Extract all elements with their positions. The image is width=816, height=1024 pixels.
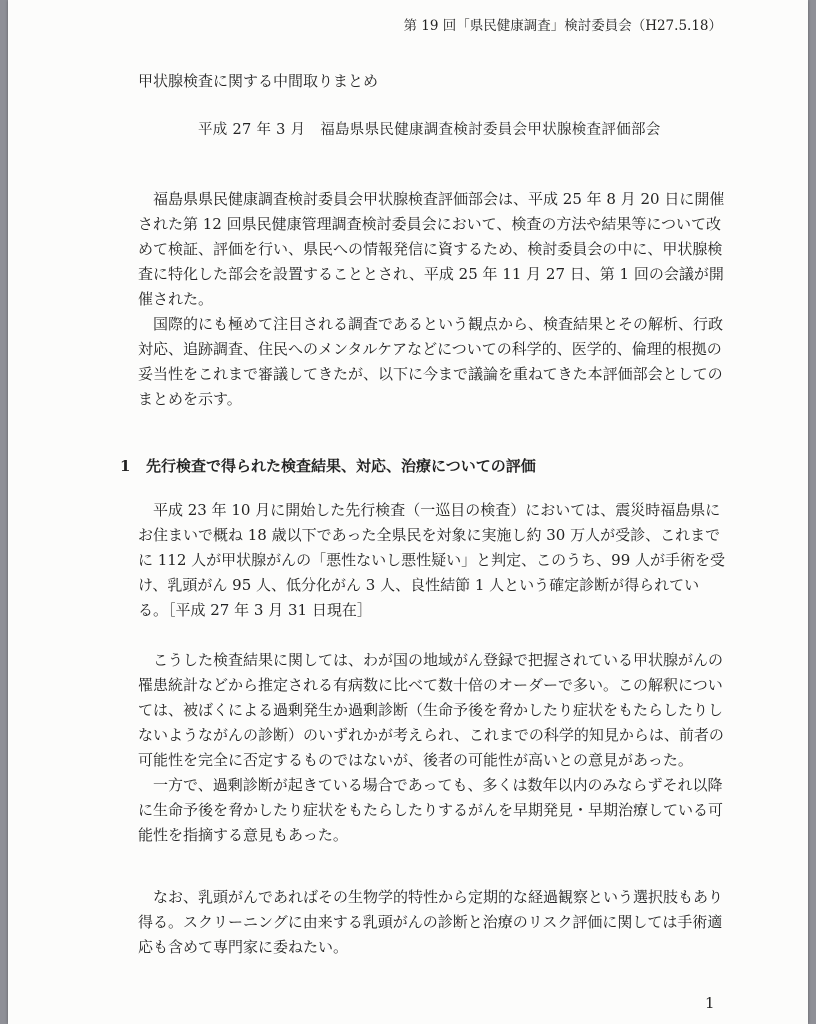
section-1-heading [120,455,536,476]
document-byline: 平成 27 年 3 月 福島県県民健康調査検討委員会甲状腺検査評価部会 [198,122,661,138]
meeting-reference: 第 19 回「県民健康調査」検討委員会（H27.5.18） [403,18,722,34]
section-1-note [138,885,726,960]
document-page [8,0,808,1024]
intro-paragraph-1: 福島県県民健康調査検討委員会甲状腺検査評価部会は、平成 25 年 8 月 20 日に開催された第 12 回県民健康管理調査検討委員会において、検査の方法や結果等について改めて検証、評価を行い、県民への情報発信に資するため、検討委員会の中に、甲状腺検査に特化した部会を設置することとされ、平成 25 年 11 月 27 日、第 1 回の会議が開催された。 [138,190,725,308]
section-1-paragraph-2: こうした検査結果に関しては、わが国の地域がん登録で把握されている甲状腺がんの罹患統計などから推定される有病数に比べて数十倍のオーダーで多い。この解釈については、被ばくによる過剰発生か過剰診断（生命予後を脅かしたり症状をもたらしたりしないようながんの診断）のいずれかが考えられ、これまでの科学的知見からは、前者の可能性を完全に否定するものではないが、後者の可能性が高いとの意見があった。 [138,651,724,769]
section-1-title: 先行検査で得られた検査結果、対応、治療についての評価 [146,457,536,475]
section-1-number: 1 [120,457,131,475]
section-1-paragraph-1: 平成 23 年 10 月に開始した先行検査（一巡目の検査）においては、震災時福島県にお住まいで概ね 18 歳以下であった全県民を対象に実施し約 30 万人が受診、これまでに 112 人が甲状腺がんの「悪性ないし悪性疑い」と判定、このうち、99 人が手術を受け、乳頭がん 95 人、低分化がん 3 人、良性結節 1 人という確定診断が得られている。［平成 27 年 3 月 31 日現在］ [138,501,726,619]
section-1-interpretation [138,648,726,848]
intro-section [138,187,726,412]
page-number: 1 [705,994,715,1012]
section-1-paragraph-3: 一方で、過剰診断が起きている場合であっても、多くは数年以内のみならずそれ以降に生命予後を脅かしたり症状をもたらしたりするがんを早期発見・早期治療している可能性を指摘する意見もあった。 [138,776,724,844]
section-1-paragraph-4: なお、乳頭がんであればその生物学的特性から定期的な経過観察という選択肢もあり得る。スクリーニングに由来する乳頭がんの診断と治療のリスク評価に関しては手術適応も含めて専門家に委ねたい。 [138,888,724,956]
intro-paragraph-2: 国際的にも極めて注目される調査であるという観点から、検査結果とその解析、行政対応、追跡調査、住民へのメンタルケアなどについての科学的、医学的、倫理的根拠の妥当性をこれまで審議してきたが、以下に今まで議論を重ねてきた本評価部会としてのまとめを示す。 [138,315,724,408]
section-1-results [138,498,726,623]
document-title: 甲状腺検査に関する中間取りまとめ [138,72,379,90]
